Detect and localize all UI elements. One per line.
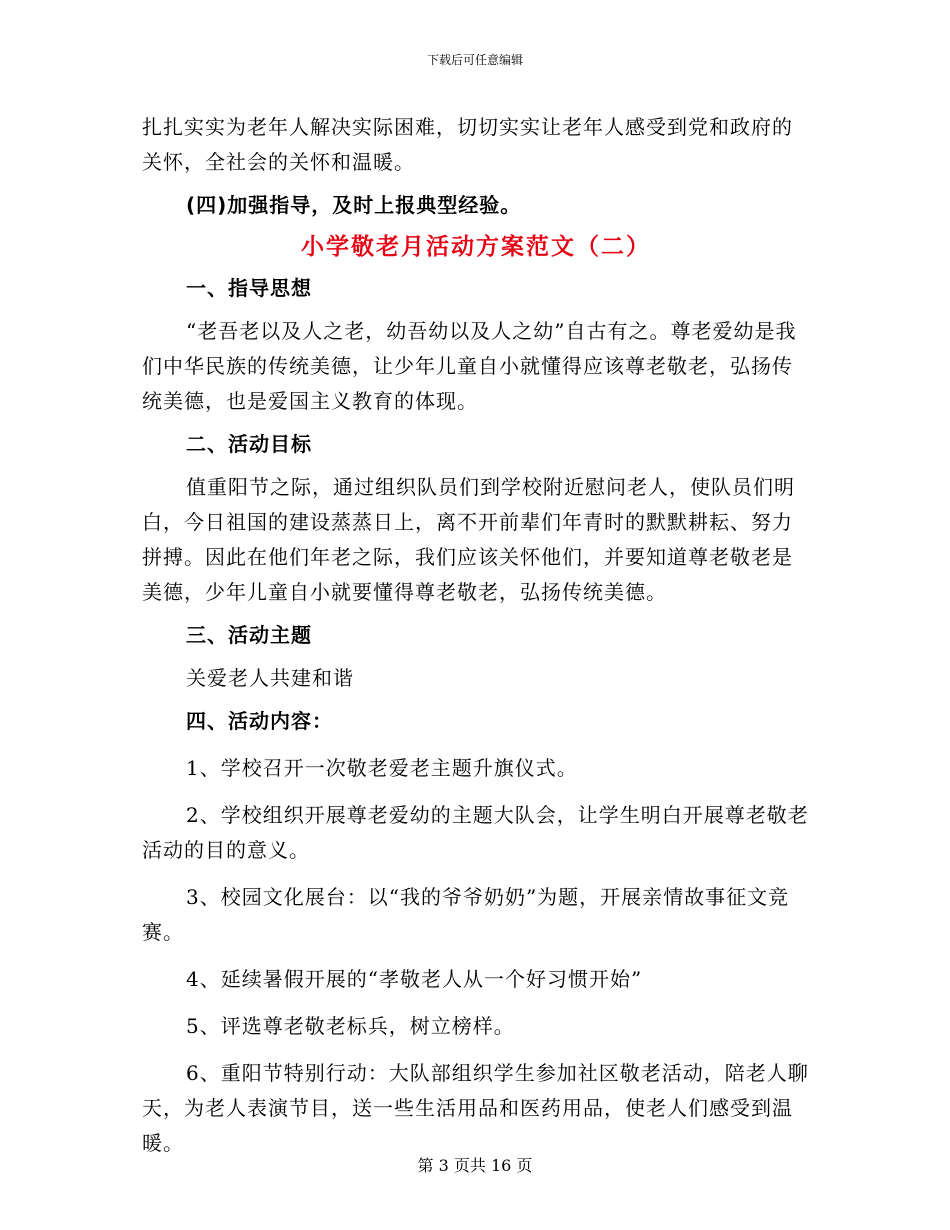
list-item: 4、延续暑假开展的“孝敬老人从一个好习惯开始”: [186, 967, 643, 991]
heading-activity-theme: 三、活动主题: [186, 623, 312, 647]
list-item: 6、重阳节特别行动：大队部组织学生参加社区敬老活动，陪老人聊天，为老人表演节目，送一些生活用品和医药用品，使老人们感受到温暖。: [142, 1061, 809, 1155]
heading-guiding-idea: 一、指导思想: [186, 276, 312, 300]
heading-activity-content: 四、活动内容：: [186, 709, 333, 733]
list-item: 1、学校召开一次敬老爱老主题升旗仪式。: [186, 756, 578, 780]
paragraph-intro: 扎扎实实为老年人解决实际困难，切切实实让老年人感受到党和政府的关怀，全社会的关怀和温暖。: [142, 115, 793, 174]
section-four-heading-prev: (四)加强指导，及时上报典型经验。: [186, 193, 522, 217]
list-item: 3、校园文化展台：以“我的爷爷奶奶”为题，开展亲情故事征文竞赛。: [142, 885, 790, 944]
document-title: 小学敬老月活动方案范文（二）: [301, 234, 651, 260]
page-footer: 第 3 页共 16 页: [417, 1156, 533, 1175]
paragraph-activity-goal: 值重阳节之际，通过组织队员们到学校附近慰问老人，使队员们明白，今日祖国的建设蒸蒸日上，离不开前辈们年青时的默默耕耘、努力拼搏。因此在他们年老之际，我们应该关怀他们，并要知道尊老敬老是美德，少年儿童自小就要懂得尊老敬老，弘扬传统美德。: [142, 475, 795, 604]
page-header: 下载后可任意编辑: [426, 53, 523, 67]
heading-activity-goal: 二、活动目标: [186, 432, 312, 456]
document-body: [142, 110, 810, 1161]
list-item: 5、评选尊老敬老标兵，树立榜样。: [186, 1014, 515, 1038]
list-item: 2、学校组织开展尊老爱幼的主题大队会，让学生明白开展尊老敬老活动的目的意义。: [142, 803, 809, 862]
paragraph-guiding-idea: “老吾老以及人之老，幼吾幼以及人之幼”自古有之。尊老爱幼是我们中华民族的传统美德，让少年儿童自小就懂得应该尊老敬老，弘扬传统美德，也是爱国主义教育的体现。: [142, 319, 797, 413]
paragraph-activity-theme: 关爱老人共建和谐: [186, 666, 354, 690]
